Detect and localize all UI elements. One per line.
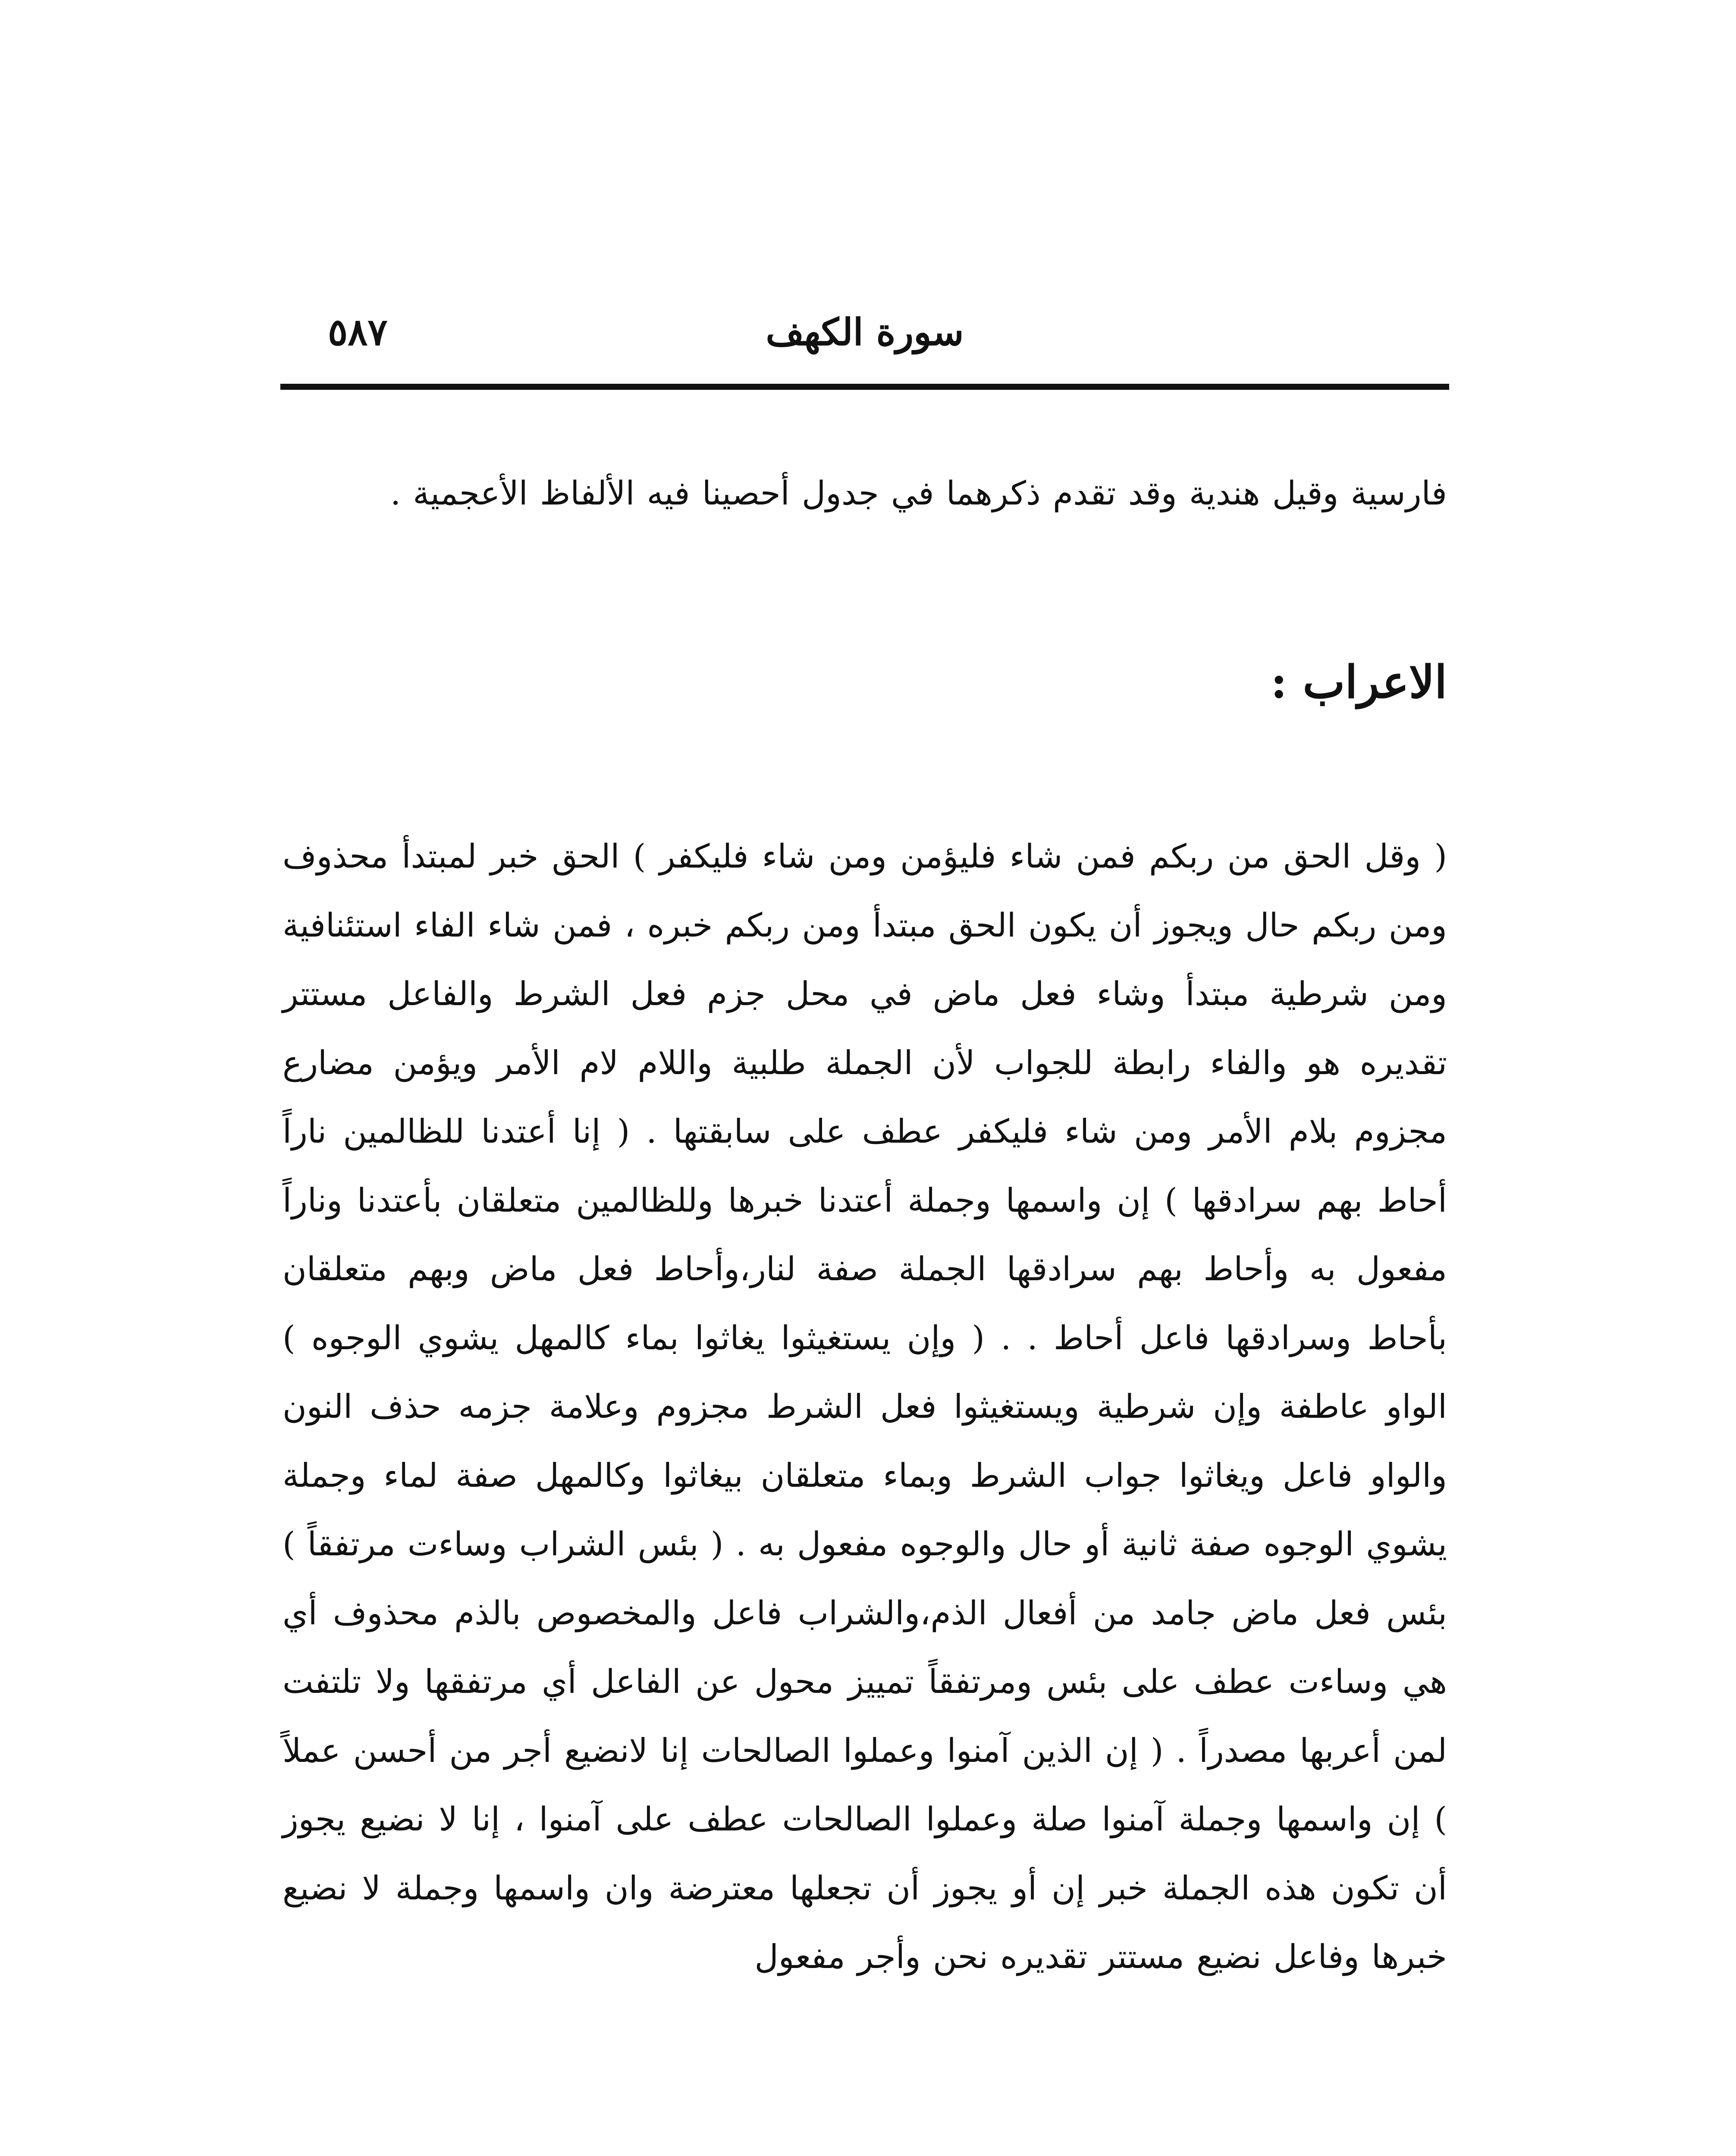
page-number: ٥٨٧ bbox=[328, 310, 388, 354]
page-header bbox=[280, 298, 1449, 384]
header-rule bbox=[280, 384, 1449, 390]
main-paragraph: ( وقل الحق من ربكم فمن شاء فليؤمن ومن شاء فليكفر ) الحق خبر لمبتدأ محذوف ومن ربكم حال ويجوز أن يكون الحق مبتدأ ومن ربكم خبره ، فمن شاء الفاء استئنافية ومن شرطية مبتدأ وشاء فعل ماض في محل جزم فعل الشرط والفاعل مستتر تقديره هو والفاء رابطة للجواب لأن الجملة طلبية واللام لام الأمر ويؤمن مضارع مجزوم بلام الأمر ومن شاء فليكفر عطف على سابقتها . ( إنا أعتدنا للظالمين ناراً أحاط بهم سرادقها ) إن واسمها وجملة أعتدنا خبرها وللظالمين متعلقان بأعتدنا وناراً مفعول به وأحاط بهم سرادقها الجملة صفة لنار،وأحاط فعل ماض وبهم متعلقان بأحاط وسرادقها فاعل أحاط . . ( وإن يستغيثوا يغاثوا بماء كالمهل يشوي الوجوه ) الواو عاطفة وإن شرطية ويستغيثوا فعل الشرط مجزوم وعلامة جزمه حذف النون والواو فاعل ويغاثوا جواب الشرط وبماء متعلقان بيغاثوا وكالمهل صفة لماء وجملة يشوي الوجوه صفة ثانية أو حال والوجوه مفعول به . ( بئس الشراب وساءت مرتفقاً ) بئس فعل ماض جامد من أفعال الذم،والشراب فاعل والمخصوص بالذم محذوف أي هي وساءت عطف على بئس ومرتفقاً تمييز محول عن الفاعل أي مرتفقها ولا تلتفت لمن أعربها مصدراً . ( إن الذين آمنوا وعملوا الصالحات إنا لانضيع أجر من أحسن عملاً ) إن واسمها وجملة آمنوا صلة وعملوا الصالحات عطف على آمنوا ، إنا لا نضيع يجوز أن تكون هذه الجملة خبر إن أو يجوز أن تجعلها معترضة وان واسمها وجملة لا نضيع خبرها وفاعل نضيع مستتر تقديره نحن وأجر مفعول bbox=[283, 837, 1447, 1976]
intro-paragraph: فارسية وقيل هندية وقد تقدم ذكرهما في جدول أحصينا فيه الألفاظ الأعجمية . bbox=[390, 474, 1447, 512]
section-heading: الاعراب : bbox=[1270, 655, 1447, 708]
running-title: سورة الكهف bbox=[766, 310, 964, 354]
